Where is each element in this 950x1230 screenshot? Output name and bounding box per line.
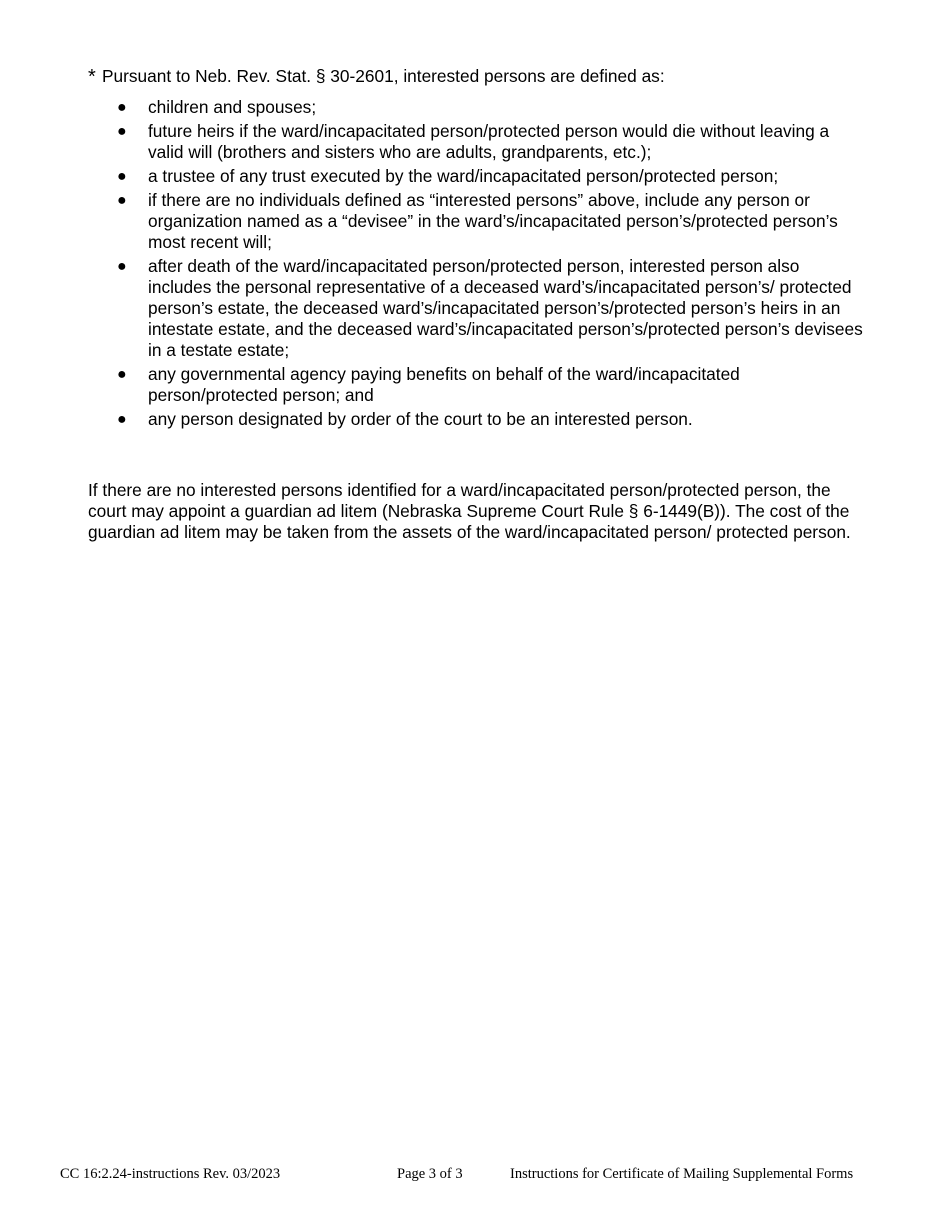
definition-intro-text: Pursuant to Neb. Rev. Stat. § 30-2601, interested persons are defined as:	[102, 66, 665, 86]
list-item	[88, 364, 863, 406]
list-item-text: after death of the ward/incapacitated person/protected person, interested person also includes the personal representative of a deceased ward’s/incapacitated person’s/ protected person’s estate, the deceased ward’s/incapacitated person’s/protected person’s heirs in an intestate estate, and the deceased ward’s/incapacitated person’s/protected person’s devisees in a testate estate;	[148, 256, 863, 360]
form-number: CC 16:2.24-instructions Rev. 03/2023	[60, 1166, 281, 1182]
definition-intro	[88, 66, 863, 87]
list-item	[88, 190, 863, 253]
bullet-icon: ●	[117, 99, 127, 116]
list-item	[88, 166, 863, 187]
bullet-icon: ●	[117, 192, 127, 209]
list-item-text: any governmental agency paying benefits on behalf of the ward/incapacitated person/protected person; and	[148, 364, 740, 405]
bullet-icon: ●	[117, 123, 127, 140]
list-item-text: children and spouses;	[148, 97, 317, 117]
asterisk-marker: *	[88, 66, 96, 88]
list-item-text: future heirs if the ward/incapacitated person/protected person would die without leaving a valid will (brothers and sisters who are adults, grandparents, etc.);	[148, 121, 830, 162]
document-body	[88, 66, 863, 560]
list-item	[88, 409, 863, 430]
form-title: Instructions for Certificate of Mailing Supplemental Forms	[510, 1166, 854, 1182]
list-item	[88, 256, 863, 361]
bullet-icon: ●	[117, 168, 127, 185]
interested-persons-list	[88, 97, 863, 430]
bullet-icon: ●	[117, 411, 127, 428]
list-item	[88, 97, 863, 118]
list-item-text: any person designated by order of the court to be an interested person.	[148, 409, 693, 429]
page-number: Page 3 of 3	[397, 1166, 463, 1182]
list-item-text: if there are no individuals defined as “interested persons” above, include any person or organization named as a “devisee” in the ward’s/incapacitated person’s/protected person’s most recent will;	[148, 190, 838, 252]
list-item-text: a trustee of any trust executed by the ward/incapacitated person/protected person;	[148, 166, 779, 186]
guardian-ad-litem-paragraph: If there are no interested persons identified for a ward/incapacitated person/protected person, the court may appoint a guardian ad litem (Nebraska Supreme Court Rule § 6-1449(B)). The cost of the guardian ad litem may be taken from the assets of the ward/incapacitated person/ protected person.	[88, 480, 851, 542]
bullet-icon: ●	[117, 366, 127, 383]
list-item	[88, 121, 863, 163]
bullet-icon: ●	[117, 258, 127, 275]
